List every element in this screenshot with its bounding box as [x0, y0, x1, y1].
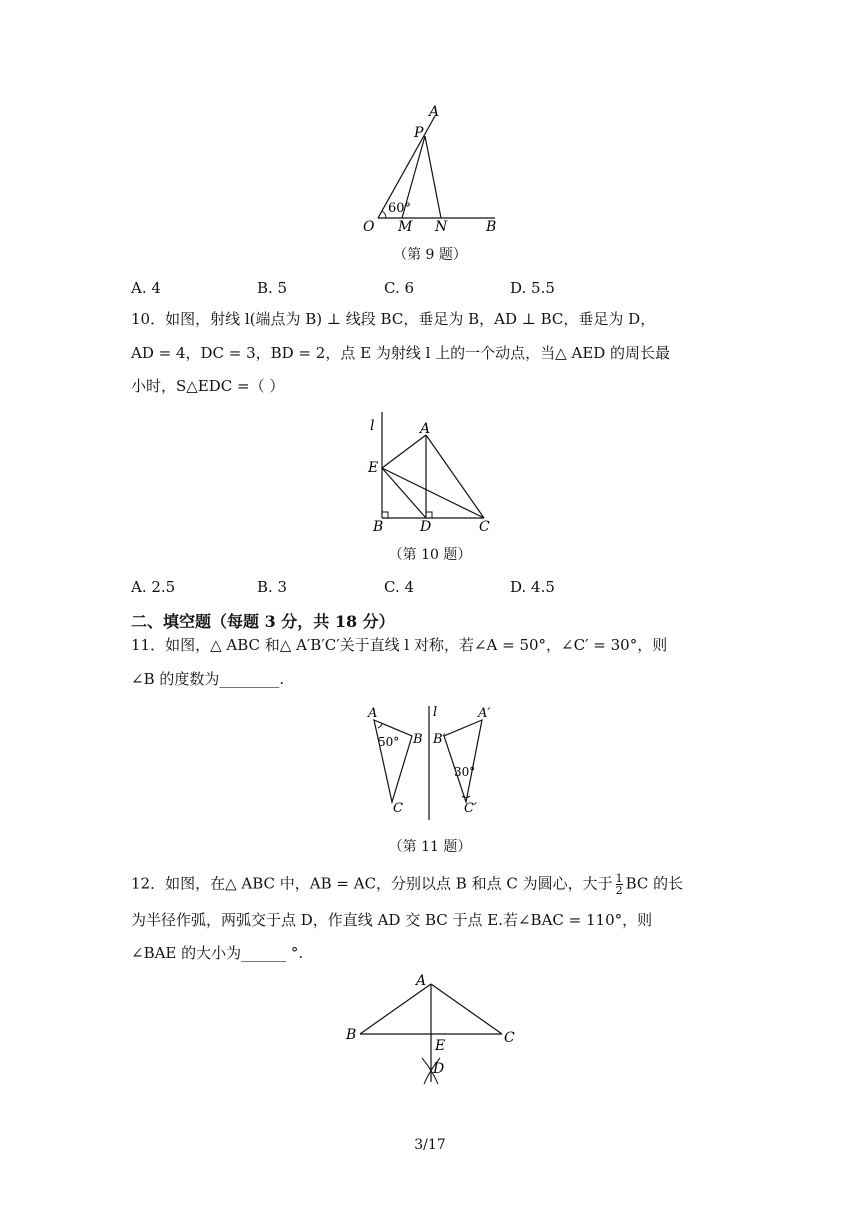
- figure-11: [360, 700, 500, 825]
- q10-line-2: AD = 4，DC = 3，BD = 2，点 E 为射线 l 上的一个动点，当△ AED 的周长最: [131, 344, 671, 362]
- label-E: E: [435, 1038, 446, 1054]
- label-B: B: [346, 1027, 357, 1043]
- q11-line-1: 11．如图，△ ABC 和△ A′B′C′关于直线 l 对称，若∠A = 50°，∠C′ = 30°，则: [131, 636, 668, 654]
- figure-9: [355, 100, 515, 235]
- label-C: C: [479, 519, 490, 535]
- label-P: P: [414, 125, 424, 141]
- label-A-prime: A′: [478, 706, 491, 721]
- label-C: C: [393, 801, 403, 816]
- label-D: D: [420, 519, 432, 535]
- label-l: l: [433, 705, 438, 720]
- figure-10: [360, 410, 500, 535]
- fraction-denominator: 2: [615, 884, 623, 897]
- figure-12: [340, 972, 520, 1087]
- label-angle-30: 30°: [454, 765, 476, 779]
- q9-caption: （第 9 题）: [393, 247, 467, 263]
- label-B: B: [486, 219, 497, 235]
- label-B-prime: B′: [433, 732, 446, 747]
- label-A: A: [368, 706, 378, 721]
- q12-line-1b-text: BC 的长: [625, 874, 684, 893]
- label-A: A: [429, 104, 440, 120]
- page-number: 3/17: [414, 1137, 446, 1153]
- label-E: E: [368, 460, 379, 476]
- label-N: N: [435, 219, 448, 235]
- q10-caption: （第 10 题）: [388, 547, 472, 563]
- label-B: B: [373, 519, 384, 535]
- label-angle-60: 60°: [388, 201, 412, 216]
- label-A: A: [416, 973, 427, 989]
- label-C-prime: C′: [464, 801, 477, 816]
- label-M: M: [398, 219, 413, 235]
- q12-line-2: 为半径作弧，两弧交于点 D，作直线 AD 交 BC 于点 E.若∠BAC = 110°，则: [131, 911, 653, 929]
- q11-line-2: ∠B 的度数为________.: [131, 670, 285, 688]
- q12-line-1: [131, 873, 683, 896]
- q9-option-d: D. 5.5: [510, 279, 555, 297]
- q10-option-b: B. 3: [257, 578, 288, 596]
- q9-option-c: C. 6: [384, 279, 415, 297]
- fraction-numerator: 1: [615, 872, 623, 885]
- q10-option-d: D. 4.5: [510, 578, 555, 596]
- q10-option-c: C. 4: [384, 578, 415, 596]
- label-O: O: [363, 219, 375, 235]
- q11-caption: （第 11 题）: [388, 839, 472, 855]
- q10-option-a: A. 2.5: [131, 578, 176, 596]
- label-l: l: [370, 418, 375, 434]
- label-C: C: [504, 1030, 515, 1046]
- q9-option-b: B. 5: [257, 279, 288, 297]
- section-title: 二、填空题（每题 3 分，共 18 分）: [131, 612, 395, 631]
- q12-line-1-text: 12．如图，在△ ABC 中，AB = AC，分别以点 B 和点 C 为圆心，大于: [131, 874, 613, 893]
- label-B: B: [413, 732, 423, 747]
- label-A: A: [420, 421, 431, 437]
- q12-line-3: ∠BAE 的大小为______ °.: [131, 944, 304, 962]
- q10-line-3: 小时，S△EDC =（ ）: [131, 377, 285, 395]
- q9-option-a: A. 4: [131, 279, 161, 297]
- label-D: D: [433, 1061, 445, 1077]
- label-angle-50: 50°: [378, 735, 400, 749]
- fraction-half: [616, 873, 623, 896]
- q10-line-1: 10．如图，射线 l(端点为 B) ⊥ 线段 BC，垂足为 B，AD ⊥ BC，垂足为 D，: [131, 310, 656, 328]
